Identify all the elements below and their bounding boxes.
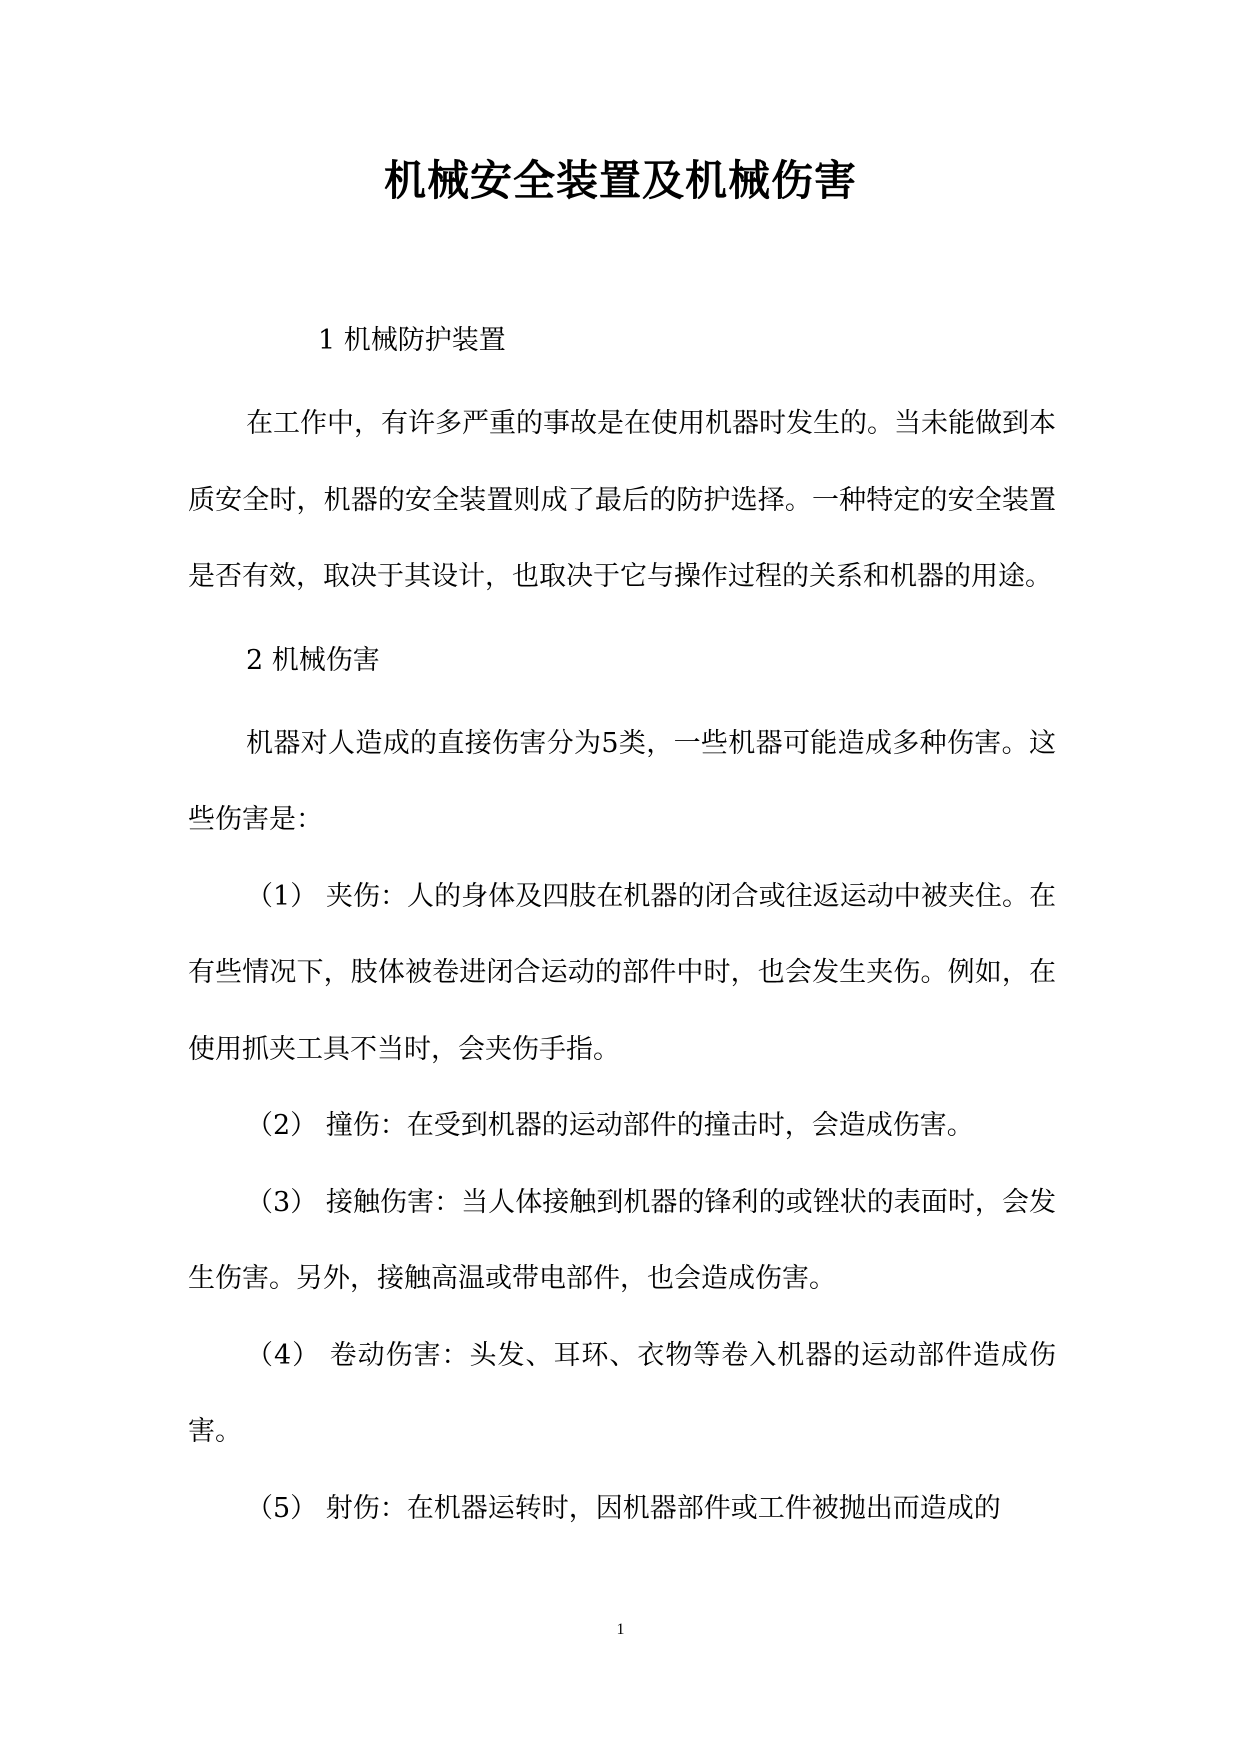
paragraph-injury-types-intro: 机器对人造成的直接伤害分为5类，一些机器可能造成多种伤害。这些伤害是： — [188, 727, 1056, 835]
document-title: 机械安全装置及机械伤害 — [383, 156, 857, 205]
list-item-impact-injury: （2） 撞伤：在受到机器的运动部件的撞击时，会造成伤害。 — [246, 1110, 974, 1141]
paragraph-guards-intro: 在工作中，有许多严重的事故是在使用机器时发生的。当未能做到本质安全时，机器的安全装置则成了最后的防护选择。一种特定的安全装置是否有效，取决于其设计，也取决于它与操作过程的关系和机器的用途。 — [188, 408, 1056, 592]
document-body — [188, 322, 1056, 1547]
spacer — [188, 360, 1056, 386]
page-number: 1 — [616, 1621, 625, 1638]
spacer — [188, 616, 1056, 642]
list-item-contact-injury: （3） 接触伤害：当人体接触到机器的锋利的或锉状的表面时，会发生伤害。另外，接触高温或带电部件，也会造成伤害。 — [188, 1186, 1056, 1294]
section-heading-mechanical-injuries: 2 机械伤害 — [246, 644, 380, 676]
spacer — [188, 680, 1056, 706]
list-item-projectile-injury: （5） 射伤：在机器运转时，因机器部件或工件被抛出而造成的 — [246, 1492, 1001, 1524]
list-item-pinch-injury: （1） 夹伤：人的身体及四肢在机器的闭合或往返运动中被夹住。在有些情况下，肢体被卷进闭合运动的部件中时，也会发生夹伤。例如，在使用抓夹工具不当时，会夹伤手指。 — [188, 880, 1056, 1065]
section-heading-mechanical-guards: 1 机械防护装置 — [318, 325, 506, 356]
list-item-entanglement-injury: （4） 卷动伤害：头发、耳环、衣物等卷入机器的运动部件造成伤害。 — [188, 1339, 1056, 1447]
